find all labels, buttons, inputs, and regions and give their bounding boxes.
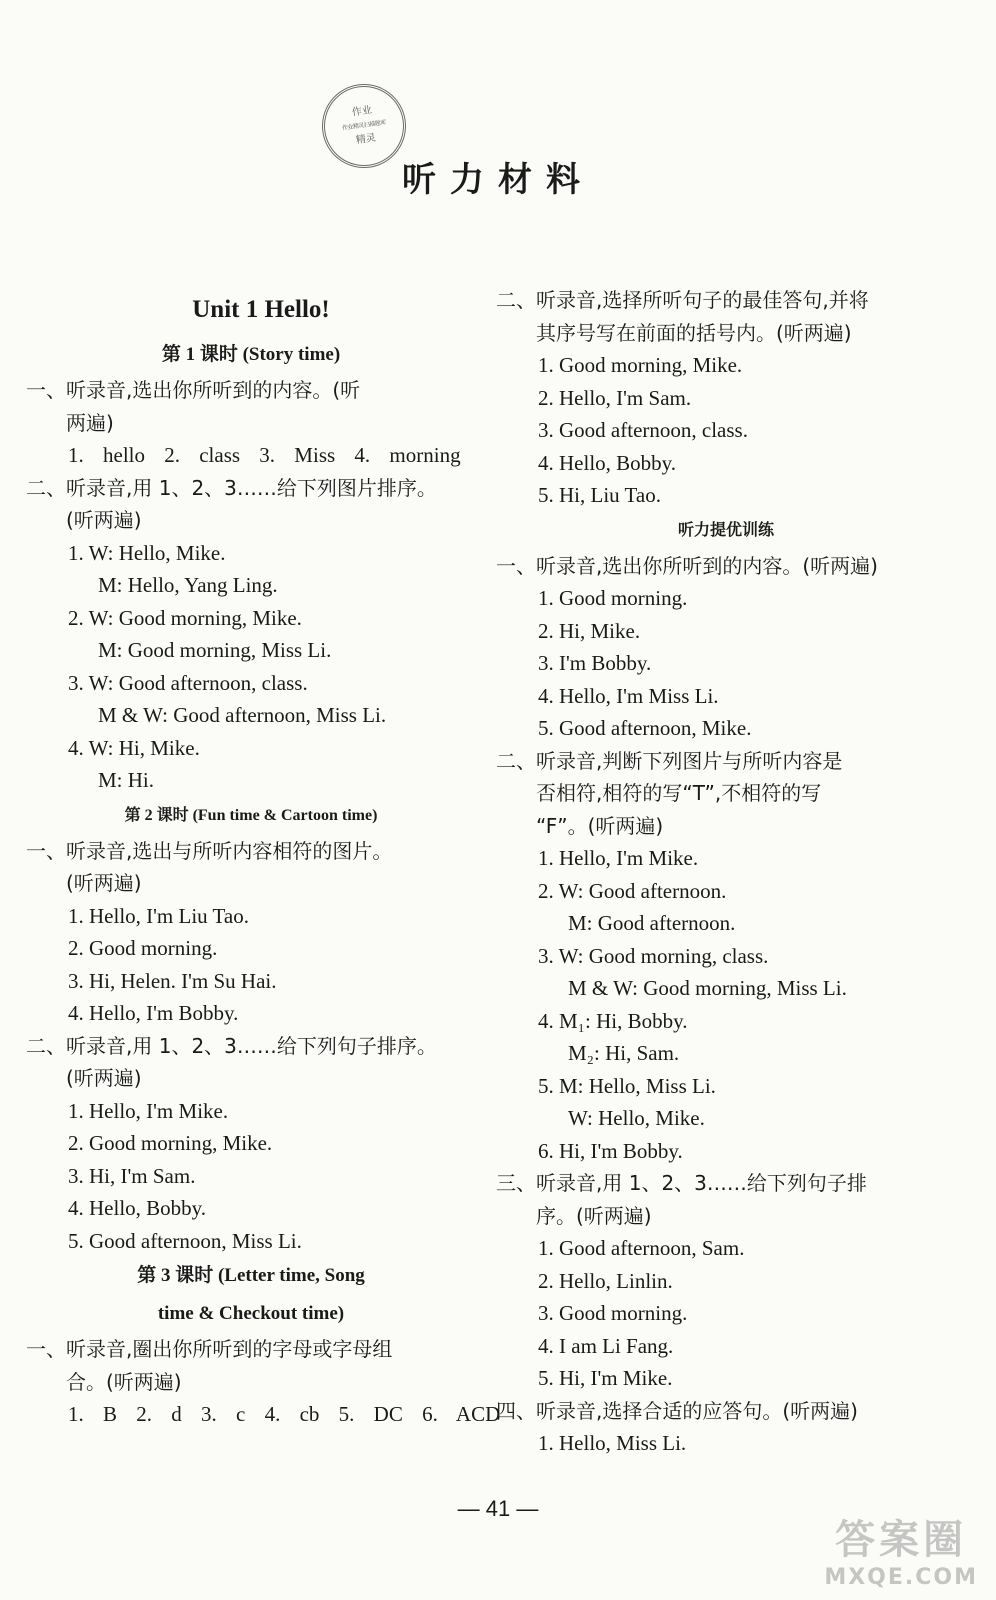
list-item: 3. Hi, Helen. I'm Su Hai. — [68, 968, 277, 993]
list-item: 4. Hello, I'm Miss Li. — [538, 683, 719, 708]
list-item: M₂: Hi, Sam. — [568, 1041, 680, 1065]
list-item: 3. Good morning. — [538, 1301, 688, 1325]
list-item: 3. Hi, I'm Sam. — [68, 1163, 196, 1188]
list-item: 1. Good afternoon, Sam. — [538, 1236, 745, 1260]
question-heading: 三、听录音,用 1、2、3……给下列句子排 — [496, 1171, 867, 1195]
list-item: 1. Good morning. — [538, 586, 688, 610]
list-item: 2. Good morning. — [68, 936, 218, 960]
question-heading-cont: “F”。(听两遍) — [536, 813, 664, 838]
question-heading: 一、听录音,圈出你所听到的字母或字母组 — [26, 1337, 393, 1361]
list-item: 2. W: Good afternoon. — [538, 878, 727, 903]
list-item: 1. Hello, I'm Mike. — [538, 846, 699, 870]
watermark-line1: 答案圈 — [835, 1517, 968, 1563]
list-item: 1. Good morning, Mike. — [538, 353, 743, 377]
question-heading-cont: 两遍) — [66, 410, 114, 435]
training-title: 听力提优训练 — [677, 521, 774, 539]
question-heading: 一、听录音,选出你所听到的内容。(听 — [26, 378, 361, 402]
right-column — [496, 284, 956, 1460]
list-item: 1. Hello, I'm Liu Tao. — [68, 903, 249, 928]
question-heading: 二、听录音,判断下列图片与所听内容是 — [496, 748, 843, 773]
list-item: M: Good afternoon. — [568, 911, 736, 935]
watermark-logo — [824, 1508, 978, 1590]
list-item: 3. I'm Bobby. — [538, 651, 652, 675]
question-heading-cont: 其序号写在前面的括号内。(听两遍) — [536, 320, 852, 345]
list-item: 5. Good afternoon, Miss Li. — [68, 1228, 302, 1253]
list-item: 5. Hi, Liu Tao. — [538, 483, 661, 507]
page-number: — 41 — — [457, 1496, 539, 1521]
list-item: 5. Hi, I'm Mike. — [538, 1366, 673, 1390]
question-heading: 四、听录音,选择合适的应答句。(听两遍) — [496, 1398, 858, 1423]
left-column — [26, 284, 501, 1431]
question-heading: 二、听录音,选择所听句子的最佳答句,并将 — [496, 288, 869, 312]
list-item: 4. I am Li Fang. — [538, 1333, 674, 1358]
list-item: 5. M: Hello, Miss Li. — [538, 1073, 716, 1098]
list-item: 2. Hi, Mike. — [538, 618, 641, 643]
list-item: 3. W: Good afternoon, class. — [68, 670, 308, 695]
list-item: 2. Good morning, Mike. — [68, 1131, 273, 1155]
list-item: 2. Hello, Linlin. — [538, 1268, 673, 1293]
list-item: M & W: Good morning, Miss Li. — [568, 976, 847, 1000]
list-item: 1. W: Hello, Mike. — [68, 540, 226, 565]
stamp-middle: 作业精灵扫描题库 — [341, 118, 387, 133]
list-item: 2. Hello, I'm Sam. — [538, 385, 692, 410]
list-item: 4. M₁: Hi, Bobby. — [538, 1008, 688, 1033]
list-item: 6. Hi, I'm Bobby. — [538, 1138, 683, 1163]
lesson-3-title: 第 3 课时 (Letter time, Song — [137, 1265, 365, 1286]
question-heading-cont: (听两遍) — [66, 1066, 142, 1090]
list-item: 1. Hello, Miss Li. — [538, 1431, 687, 1455]
list-item: 2. W: Good morning, Mike. — [68, 605, 302, 630]
unit-title: Unit 1 Hello! — [192, 296, 330, 323]
list-item: 4. Hello, Bobby. — [68, 1196, 207, 1220]
list-item: W: Hello, Mike. — [568, 1106, 705, 1130]
list-item: 4. Hello, I'm Bobby. — [68, 1001, 239, 1025]
list-item: 1. Hello, I'm Mike. — [68, 1098, 229, 1123]
lesson-1-title: 第 1 课时 (Story time) — [161, 344, 341, 365]
question-heading: 二、听录音,用 1、2、3……给下列句子排序。 — [26, 1033, 437, 1058]
question-heading: 一、听录音,选出与所听内容相符的图片。 — [26, 838, 393, 863]
list-item: M: Hello, Yang Ling. — [98, 573, 278, 597]
lesson-2-title: 第 2 课时 (Fun time & Cartoon time) — [124, 806, 378, 824]
list-item: M: Hi. — [98, 768, 155, 792]
list-item: 3. W: Good morning, class. — [538, 943, 769, 968]
list-item: 4. Hello, Bobby. — [538, 450, 677, 475]
page-title: 听力材料 — [402, 160, 594, 200]
lesson-3-title-cont: time & Checkout time) — [157, 1303, 345, 1324]
question-heading-cont: 序。(听两遍) — [536, 1203, 652, 1228]
stamp-top: 作业 — [351, 104, 373, 119]
stamp-bottom: 精灵 — [355, 132, 377, 147]
list-item: 5. Good afternoon, Mike. — [538, 716, 752, 740]
question-heading-cont: 合。(听两遍) — [66, 1369, 182, 1394]
list-item: 1. B 2. d 3. c 4. cb 5. DC 6. ACD — [68, 1402, 501, 1426]
list-item: M & W: Good afternoon, Miss Li. — [98, 703, 387, 727]
question-heading-cont: (听两遍) — [66, 508, 142, 532]
list-item: 1. hello 2. class 3. Miss 4. morning — [68, 443, 461, 467]
list-item: 4. W: Hi, Mike. — [68, 735, 200, 760]
watermark-line2: MXQE.COM — [824, 1565, 978, 1590]
question-heading: 一、听录音,选出你所听到的内容。(听两遍) — [496, 553, 878, 578]
question-heading-cont: (听两遍) — [66, 871, 142, 895]
list-item: M: Good morning, Miss Li. — [98, 638, 332, 662]
question-heading-cont: 否相符,相符的写“T”,不相符的写 — [536, 781, 822, 805]
list-item: 3. Good afternoon, class. — [538, 418, 748, 442]
question-heading: 二、听录音,用 1、2、3……给下列图片排序。 — [26, 475, 437, 500]
